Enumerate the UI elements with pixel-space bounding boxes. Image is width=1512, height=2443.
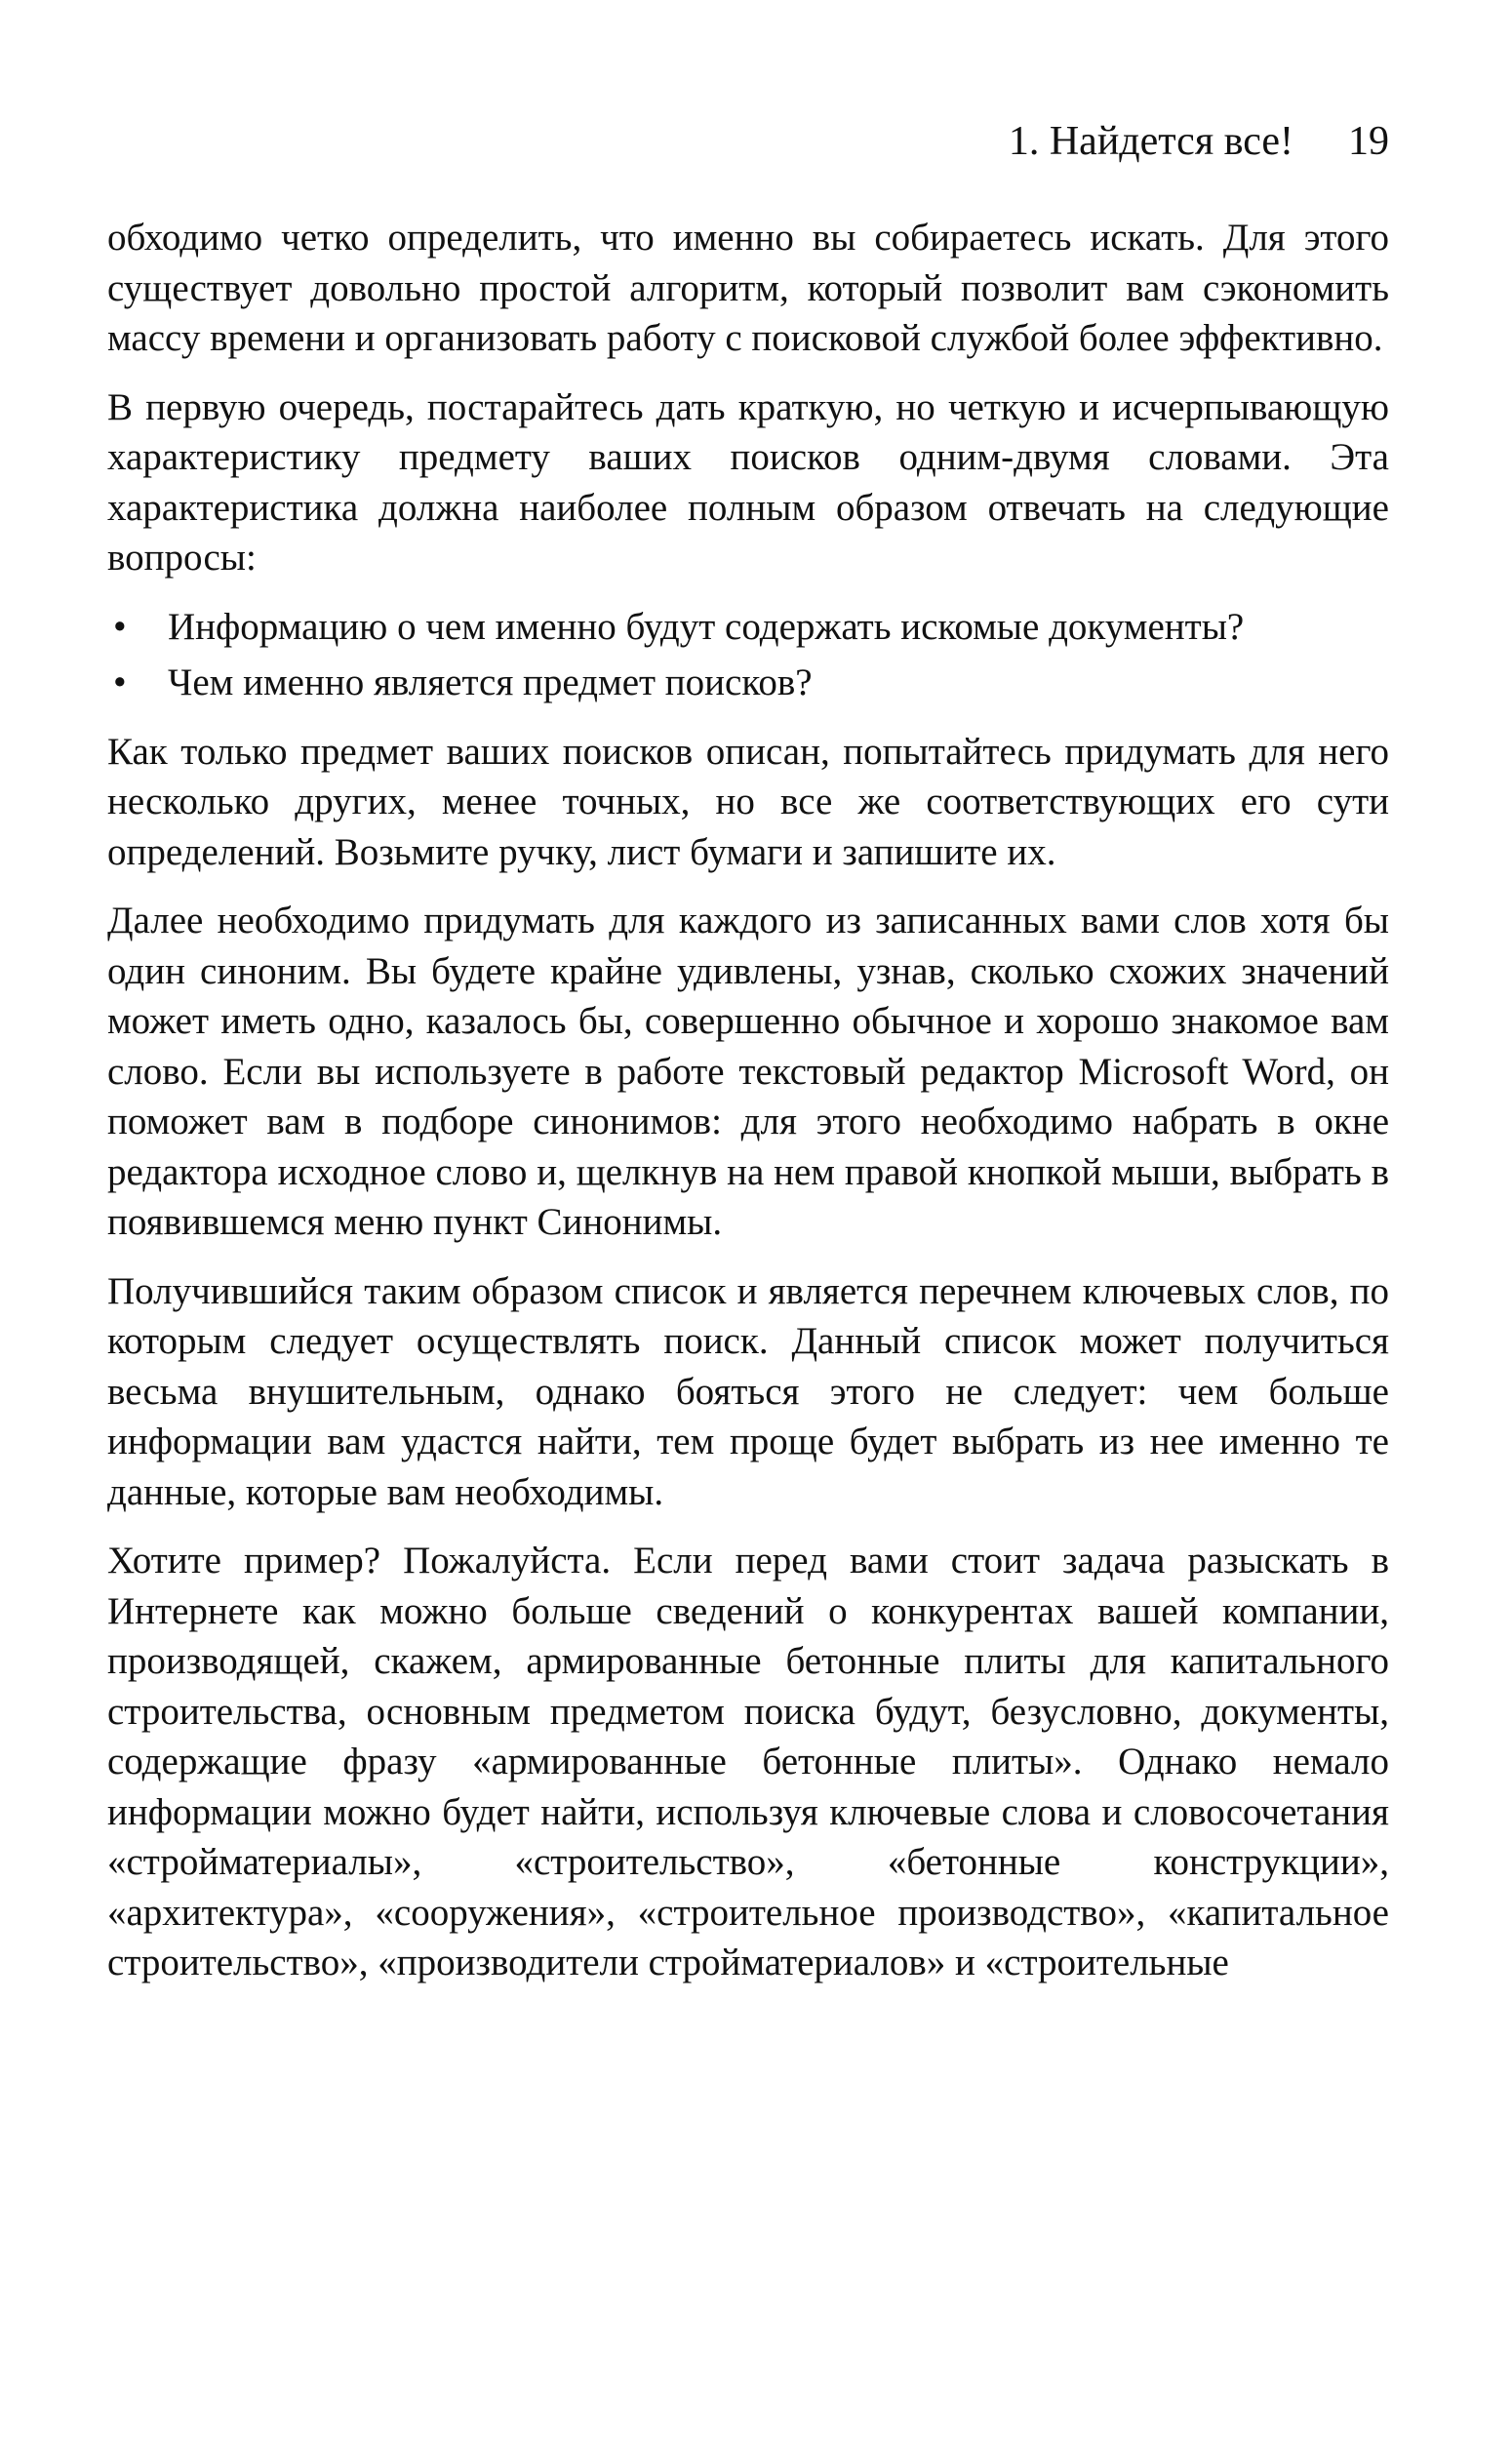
paragraph: Далее необходимо придумать для каждого из записанных вами слов хотя бы один синоним. Вы будете крайне удивлены, узнав, сколько схожих значений может иметь одно, казалось бы, совершенно обычное и хорошо знакомое вам слово. Если вы используете в работе текстовый редактор Microsoft Word, он поможет вам в подборе синонимов: для этого необходимо набрать в окне редактора исходное слово и, щелкнув на нем правой кнопкой мыши, выбрать в появившемся меню пункт Синонимы. [107, 900, 1389, 1243]
paragraph: Хотите пример? Пожалуйста. Если перед вами стоит задача разыскать в Интернете как можно больше сведений о конкурентах вашей компании, производящей, скажем, армированные бетонные плиты для капитального строительства, основным предметом поиска будут, безусловно, документы, содержащие фразу «армированные бетонные плиты». Однако немало информации можно будет найти, используя ключевые слова и словосочетания «стройматериалы», «строительство», «бетонные конструкции», «архитектура», «сооружения», «строительное производство», «капитальное строительство», «производители стройматериалов» и «строительные [107, 1540, 1389, 1983]
list-item-text: Информацию о чем именно будут содержать искомые документы? [168, 605, 1245, 648]
paragraph: В первую очередь, постарайтесь дать краткую, но четкую и исчерпывающую характеристику предмету ваших поисков одним-двумя словами. Эта характеристика должна наиболее полным образом отвечать на следующие вопросы: [107, 385, 1389, 579]
book-page [107, 117, 1389, 2007]
bullet-icon: • [113, 661, 127, 703]
body-text [107, 213, 1389, 1988]
page-number: 19 [1348, 119, 1389, 164]
list-item [107, 602, 1389, 653]
list-item-text: Чем именно является предмет поисков? [168, 661, 813, 703]
running-header [107, 117, 1389, 166]
list-item [107, 658, 1389, 708]
bullet-list [107, 602, 1389, 708]
paragraph: Получившийся таким образом список и является перечнем ключевых слов, по которым следует осуществлять поиск. Данный список может получиться весьма внушительным, однако бояться этого не следует: чем больше информации вам удастся найти, тем проще будет выбрать из нее именно те данные, которые вам необходимы. [107, 1269, 1389, 1513]
paragraph: обходимо четко определить, что именно вы собираетесь искать. Для этого существует довольно простой алгоритм, который позволит вам сэкономить массу времени и организовать работу с поисковой службой более эффективно. [107, 217, 1389, 359]
chapter-title: 1. Найдется все! [1008, 119, 1293, 164]
bullet-icon: • [113, 605, 127, 648]
paragraph: Как только предмет ваших поисков описан, попытайтесь придумать для него несколько других, менее точных, но все же соответствующих его сути определений. Возьмите ручку, лист бумаги и запишите их. [107, 730, 1389, 873]
